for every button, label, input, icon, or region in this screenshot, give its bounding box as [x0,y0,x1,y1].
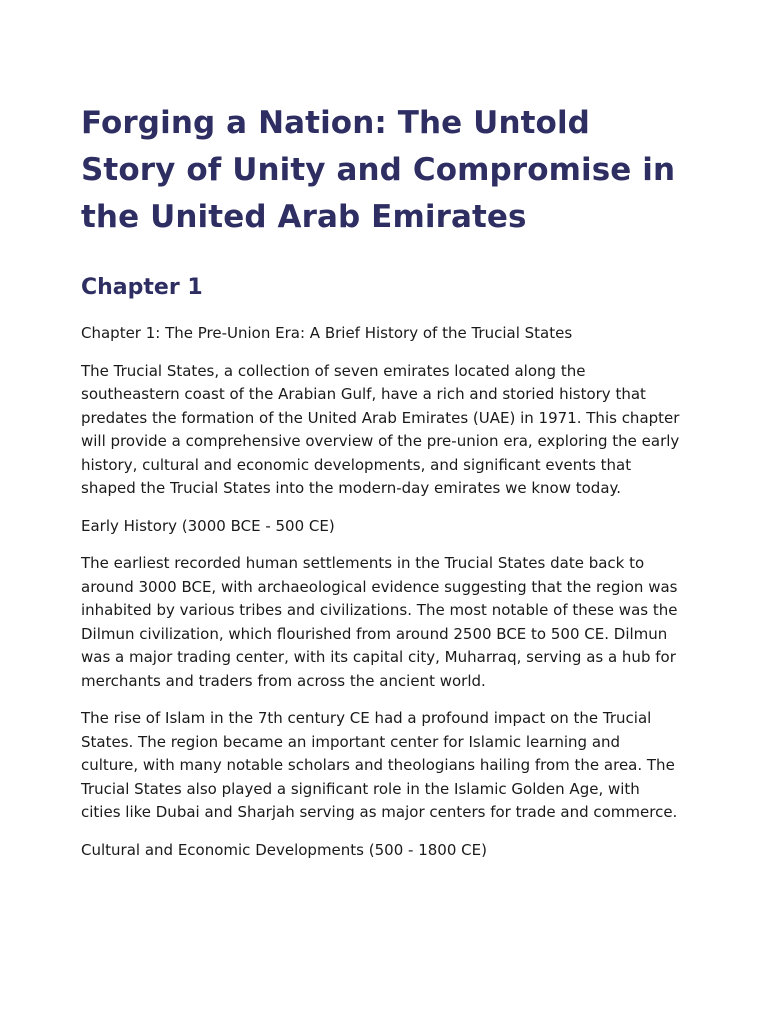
body-paragraph-intro: The Trucial States, a collection of seven emirates located along the southeastern coast of the Arabian Gulf, have a rich and storied history that predates the formation of the United Arab Emirates (UAE) in 1971. This chapter will provide a comprehensive overview of the pre-union era, exploring the early history, cultural and economic developments, and significant events that shaped the Trucial States into the modern-day emirates we know today. [81,361,680,497]
body-paragraph-settlements: The earliest recorded human settlements in the Trucial States date back to around 3000 BCE, with archaeological evidence suggesting that the region was inhabited by various tribes and civilizations. The most notable of these was the Dilmun civilization, which flourished from around 2500 BCE to 500 CE. Dilmun was a major trading center, with its capital city, Muharraq, serving as a hub for merchants and traders from across the ancient world. [81,554,678,690]
chapter-subtitle: Chapter 1: The Pre-Union Era: A Brief History of the Trucial States [81,324,573,342]
section-heading-early-history: Early History (3000 BCE - 500 CE) [81,516,335,535]
chapter-heading: Chapter 1 [81,275,203,300]
section-heading-cultural-economic: Cultural and Economic Developments (500 - 1800 CE) [81,840,487,859]
body-paragraph-islam: The rise of Islam in the 7th century CE had a profound impact on the Trucial States. The region became an important center for Islamic learning and culture, with many notable scholars and theologians hailing from the area. The Trucial States also played a significant role in the Islamic Golden Age, with cities like Dubai and Sharjah serving as major centers for trade and commerce. [81,709,678,821]
document-title: Forging a Nation: The Untold Story of Unity and Compromise in the United Arab Emirates [81,105,676,235]
